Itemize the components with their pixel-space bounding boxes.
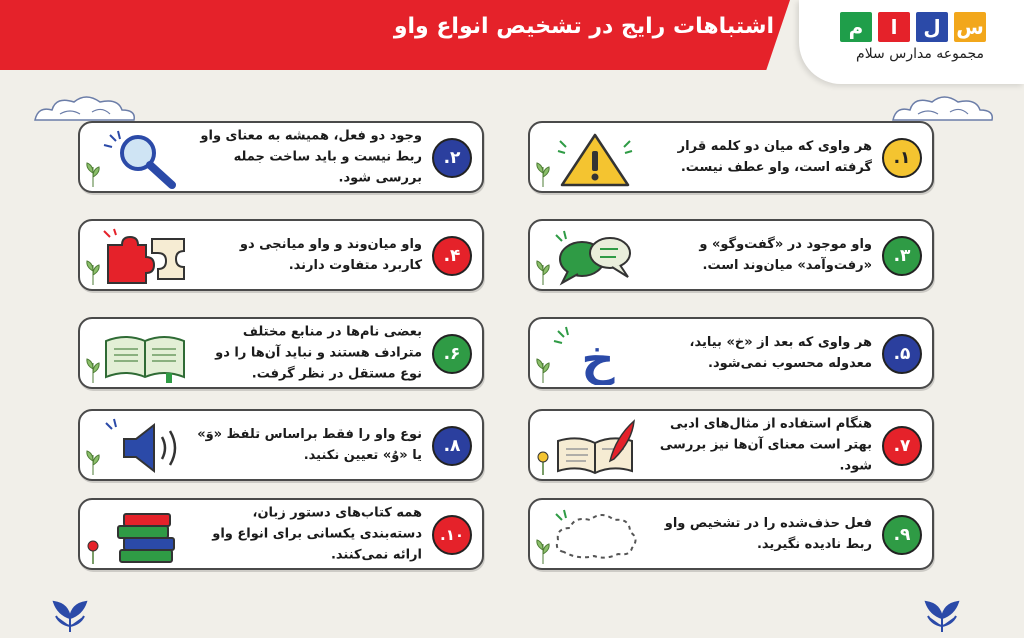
open-book-icon [100, 325, 190, 385]
card-text: نوع واو را فقط براساس تلفظ «وَ» یا «وُ» تعیین نکنید. [197, 427, 422, 463]
card-text: وجود دو فعل، همیشه به معنای واو ربط نیست و باید ساخت جمله بررسی شود. [200, 128, 422, 186]
card-text: واو موجود در «گفت‌وگو» و «رفت‌وآمد» میان‌وند است. [699, 237, 872, 273]
speaker-icon [100, 417, 190, 477]
book-quill-icon [550, 417, 640, 477]
card-number: ۱. [882, 138, 922, 178]
speech-bubbles-icon [550, 227, 640, 287]
card-number: ۵. [882, 334, 922, 374]
card-number: ۶. [432, 334, 472, 374]
card-text: هر واوی که بعد از «خ» بیاید، معدوله محسوب نمی‌شود. [689, 335, 872, 371]
card-8 [78, 409, 484, 481]
card-text: همه کتاب‌های دستور زبان، دسته‌بندی یکسانی برای انواع واو ارائه نمی‌کنند. [212, 505, 422, 563]
logo-letter-sin: س [954, 12, 986, 42]
card-5 [528, 317, 934, 389]
card-10 [78, 498, 484, 570]
logo-letters [840, 12, 986, 42]
puzzle-icon [100, 227, 190, 287]
logo-subtitle: مجموعه مدارس سلام [856, 46, 984, 62]
book-stack-icon [100, 506, 190, 566]
card-number: ۴. [432, 236, 472, 276]
leaf-icon [534, 159, 552, 187]
leaf-icon [534, 257, 552, 285]
sprout-icon [918, 598, 966, 632]
logo-letter-mim: م [840, 12, 872, 42]
card-number: ۹. [882, 515, 922, 555]
leaf-icon [534, 536, 552, 564]
leaf-icon [534, 355, 552, 383]
card-9 [528, 498, 934, 570]
card-number: ۳. [882, 236, 922, 276]
logo-letter-alef: ا [878, 12, 910, 42]
card-text: هر واوی که میان دو کلمه قرار گرفته است، واو عطف نیست. [677, 139, 872, 175]
card-text: هنگام استفاده از مثال‌های ادبی بهتر است معنای آن‌ها نیز بررسی شود. [659, 416, 872, 474]
card-number: ۲. [432, 138, 472, 178]
card-number: ۱۰. [432, 515, 472, 555]
card-7 [528, 409, 934, 481]
leaf-icon [84, 355, 102, 383]
card-text: واو میان‌وند و واو میانجی دو کاربرد متفاوت دارند. [239, 237, 422, 273]
logo [799, 0, 1024, 84]
flower-icon [84, 536, 102, 564]
card-number: ۸. [432, 426, 472, 466]
warning-icon [550, 129, 640, 189]
card-1 [528, 121, 934, 193]
card-3 [528, 219, 934, 291]
card-text: فعل حذف‌شده را در تشخیص واو ربط نادیده نگیرید. [664, 516, 872, 552]
magnifier-icon [100, 129, 190, 189]
leaf-icon [84, 447, 102, 475]
card-text: بعضی نام‌ها در منابع مختلف مترادف هستند و نباید آن‌ها را دو نوع مستقل در نظر گرفت. [215, 324, 422, 382]
card-number: ۷. [882, 426, 922, 466]
card-4 [78, 219, 484, 291]
sprout-icon [46, 598, 94, 632]
card-6 [78, 317, 484, 389]
dashed-cloud-icon [550, 506, 640, 566]
leaf-icon [84, 257, 102, 285]
flower-icon [534, 447, 552, 475]
letter-kh-icon [550, 325, 640, 385]
page-title: اشتباهات رایج در تشخیص انواع واو [393, 14, 774, 39]
svg-text:خ: خ [581, 332, 615, 385]
logo-letter-lam: ل [916, 12, 948, 42]
leaf-icon [84, 159, 102, 187]
card-2 [78, 121, 484, 193]
